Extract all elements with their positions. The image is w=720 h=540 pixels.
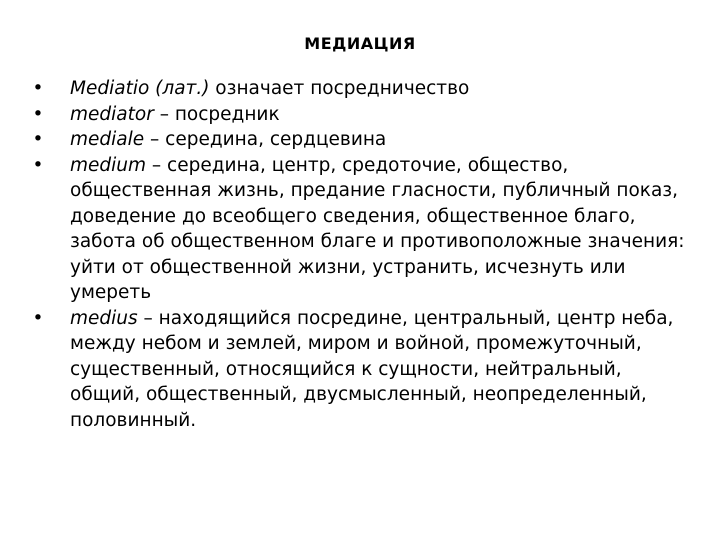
bullet-icon: • bbox=[32, 78, 44, 99]
list-item-medius bbox=[32, 306, 692, 434]
language-note: (лат.) bbox=[149, 78, 210, 99]
definition: – середина, центр, средоточие, общество, общественная жизнь, предание гласности, публичный показ, доведение до всеобщего сведения, общественное благо, забота об общественном благе и противоположные значения: уйти от общественной жизни, устранить, исчезнуть или умереть bbox=[70, 154, 685, 303]
definitions-list bbox=[32, 76, 692, 433]
definition: означает посредничество bbox=[209, 78, 470, 99]
term: mediator bbox=[70, 103, 154, 125]
term: mediale bbox=[70, 129, 145, 150]
bullet-icon: • bbox=[32, 154, 44, 176]
definition: – середина, сердцевина bbox=[144, 129, 387, 150]
list-item-mediatio bbox=[32, 76, 692, 102]
term: medius bbox=[70, 307, 138, 329]
term: medium bbox=[70, 154, 147, 176]
slide-title: МЕДИАЦИЯ bbox=[304, 34, 416, 53]
list-item-medium bbox=[32, 153, 692, 306]
definition: – посредник bbox=[153, 103, 280, 125]
bullet-icon: • bbox=[32, 103, 44, 125]
list-item-mediator bbox=[32, 102, 692, 128]
list-item-mediale bbox=[32, 127, 692, 153]
bullet-icon: • bbox=[32, 129, 44, 150]
bullet-icon: • bbox=[32, 307, 44, 329]
definition: – находящийся посредине, центральный, центр неба, между небом и землей, миром и войной, промежуточный, существенный, относящийся к сущности, нейтральный, общий, общественный, двусмысленный, неопределенный, половинный. bbox=[70, 307, 674, 431]
term: Mediatio bbox=[70, 78, 150, 99]
